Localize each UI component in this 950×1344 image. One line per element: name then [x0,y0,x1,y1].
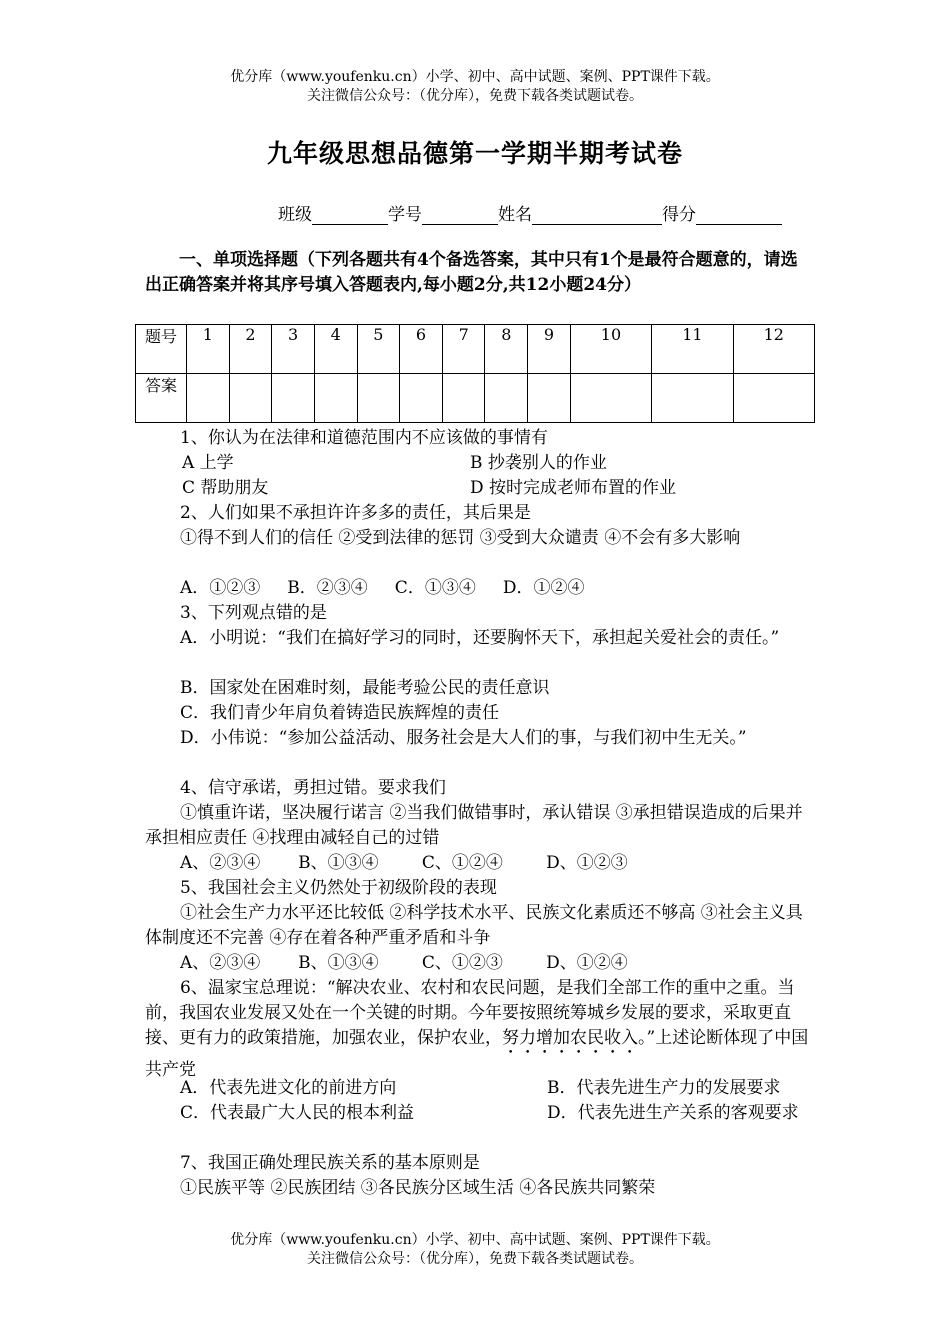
option-6a: A．代表先进文化的前进方向 [180,1078,397,1098]
option-3d: D．小伟说：“参加公益活动、服务社会是大人们的事，与我们初中生无关。” [180,728,747,748]
option-6c: C．代表最广大人民的根本利益 [180,1103,415,1123]
table-row-numbers [136,325,815,374]
header-line-1: 优分库（www.youfenku.cn）小学、初中、高中试题、案例、PPT课件下载。 [230,69,720,85]
row-label-answer: 答案 [136,374,187,423]
question-2: 2、人们如果不承担许许多多的责任，其后果是 [180,503,531,523]
cell-number: 4 [314,325,357,374]
cell-number: 7 [442,325,485,374]
option-6b: B．代表先进生产力的发展要求 [547,1078,781,1098]
option-3b: B．国家处在困难时刻，最能考验公民的责任意识 [180,678,550,698]
page-header [0,68,950,106]
number-label: 学号 [388,205,422,225]
cell-number: 8 [485,325,528,374]
cell-number: 10 [570,325,651,374]
option-3c: C．我们青少年肩负着铸造民族辉煌的责任 [180,703,500,723]
row-label-number: 题号 [136,325,187,374]
question-2-statements: ①得不到人们的信任 ②受到法律的惩罚 ③受到大众谴责 ④不会有多大影响 [180,528,741,548]
question-7-statements: ①民族平等 ②民族团结 ③各民族分区域生活 ④各民族共同繁荣 [180,1178,656,1198]
table-row-answers [136,374,815,423]
class-label: 班级 [278,205,312,225]
option-3a: A．小明说：“我们在搞好学习的同时，还要胸怀天下，承担起关爱社会的责任。” [180,628,780,648]
question-5-statements: ①社会生产力水平还比较低 ②科学技术水平、民族文化素质还不够高 ③社会主义具体制度还不完善 ④存在着各种严重矛盾和斗争 [145,903,803,948]
answer-cell[interactable] [357,374,400,423]
cell-number: 3 [272,325,315,374]
answer-cell[interactable] [314,374,357,423]
option-1a: A 上学 [182,453,234,473]
option-6d: D．代表先进生产关系的客观要求 [547,1103,799,1123]
page-footer [0,1231,950,1269]
option-1b: B 抄袭别人的作业 [470,453,607,473]
question-6-emphasis: 努力增加农民收入 [502,1028,638,1048]
cell-number: 2 [229,325,272,374]
number-field[interactable] [422,206,498,225]
answer-cell[interactable] [570,374,651,423]
answer-table [135,324,815,423]
name-field[interactable] [532,206,662,225]
answer-cell[interactable] [442,374,485,423]
answer-cell[interactable] [733,374,814,423]
score-field[interactable] [696,206,782,225]
answer-cell[interactable] [652,374,733,423]
header-line-2: 关注微信公众号：（优分库），免费下载各类试题试卷。 [307,88,643,104]
question-3: 3、下列观点错的是 [180,603,327,623]
footer-line-1: 优分库（www.youfenku.cn）小学、初中、高中试题、案例、PPT课件下载。 [230,1232,720,1248]
cell-number: 5 [357,325,400,374]
answer-cell[interactable] [187,374,230,423]
question-5: 5、我国社会主义仍然处于初级阶段的表现 [180,878,497,898]
question-4: 4、信守承诺，勇担过错。要求我们 [180,778,446,798]
class-field[interactable] [312,206,388,225]
section-heading: 一、单项选择题（下列各题共有4个备选答案，其中只有1个是最符合题意的，请选出正确答案并将其序号填入答题表内,每小题2分,共12小题24分） [145,250,798,295]
cell-number: 6 [400,325,443,374]
option-1d: D 按时完成老师布置的作业 [470,478,677,498]
cell-number: 9 [528,325,571,374]
answer-cell[interactable] [229,374,272,423]
question-6 [145,976,810,1083]
question-6-text: 6、温家宝总理说：“解决农业、农村和农民问题，是我们全部工作的重中之重。当前，我国农业发展又处在一个关键的时期。今年要按照统筹城乡发展的要求，采取更直接、更有力的政策措施，加强农业，保护农业， [145,978,795,1048]
cell-number: 1 [187,325,230,374]
question-5-options: A、②③④ B、①③④ C、①②③ D、①②④ [180,953,628,973]
footer-line-2: 关注微信公众号：（优分库），免费下载各类试题试卷。 [307,1251,643,1267]
answer-cell[interactable] [400,374,443,423]
student-info [278,200,782,225]
question-1: 1、你认为在法律和道德范围内不应该做的事情有 [180,428,548,448]
answer-cell[interactable] [272,374,315,423]
page-title: 九年级思想品德第一学期半期考试卷 [266,139,683,168]
question-2-options: A．①②③ B．②③④ C．①③④ D．①②④ [180,578,585,598]
answer-cell[interactable] [528,374,571,423]
score-label: 得分 [662,205,696,225]
question-7: 7、我国正确处理民族关系的基本原则是 [180,1153,480,1173]
name-label: 姓名 [498,205,532,225]
option-1c: C 帮助朋友 [182,478,269,498]
cell-number: 12 [733,325,814,374]
question-6-text-end: 。”上述论断体现了中国共产党 [145,1028,809,1080]
cell-number: 11 [652,325,733,374]
answer-cell[interactable] [485,374,528,423]
question-4-options: A、②③④ B、①③④ C、①②④ D、①②③ [180,853,628,873]
question-4-statements: ①慎重许诺，坚决履行诺言 ②当我们做错事时，承认错误 ③承担错误造成的后果并承担相应责任 ④找理由减轻自己的过错 [145,803,803,848]
